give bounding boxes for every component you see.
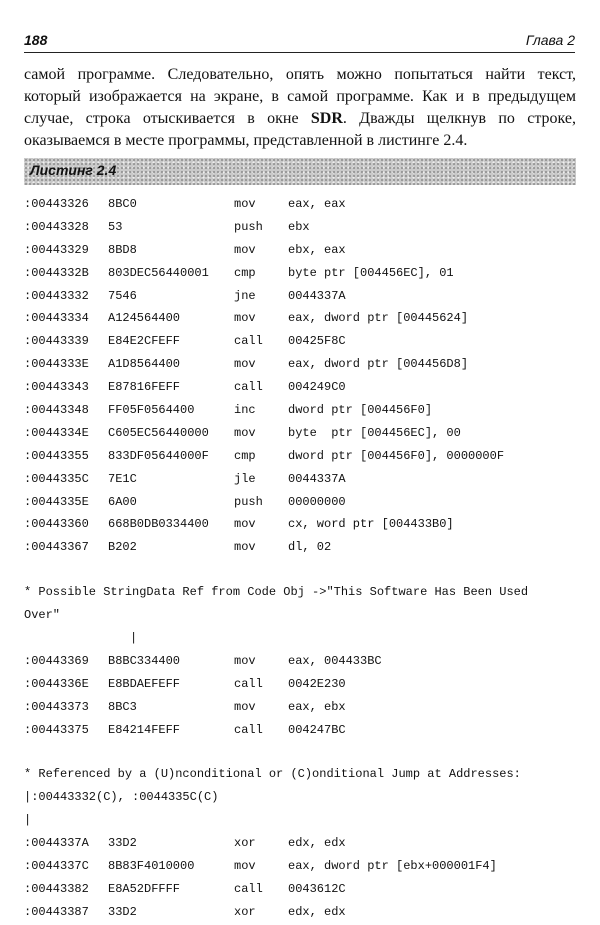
code-bytes: 7E1C	[108, 471, 137, 486]
code-mnemonic: mov	[234, 653, 256, 668]
code-mnemonic: push	[234, 219, 263, 234]
code-bytes: 7546	[108, 288, 137, 303]
paragraph-bold-term: SDR	[310, 110, 343, 127]
comment-line	[24, 582, 576, 605]
code-line	[24, 856, 576, 879]
page-number: 188	[24, 32, 48, 48]
code-operands: eax, 004433BC	[288, 653, 382, 668]
code-operands: eax, ebx	[288, 699, 346, 714]
comment-line	[24, 628, 576, 651]
code-address: :00443369	[24, 653, 89, 668]
code-bytes: 33D2	[108, 836, 137, 851]
comment-bar: |	[130, 631, 138, 646]
code-mnemonic: call	[234, 380, 263, 395]
code-bytes: FF05F0564400	[108, 403, 195, 418]
code-bytes: E84214FEFF	[108, 722, 181, 737]
code-mnemonic: mov	[234, 311, 256, 326]
code-operands: eax, eax	[288, 197, 346, 211]
code-address: :00443355	[24, 448, 89, 463]
code-mnemonic: xor	[234, 836, 256, 851]
code-mnemonic: xor	[234, 904, 256, 919]
code-address: :00443339	[24, 334, 89, 349]
code-bytes: 8BD8	[108, 242, 137, 257]
code-address: :0044337C	[24, 859, 89, 874]
listing-banner	[24, 158, 576, 185]
code-bytes: E8A52DFFFF	[108, 881, 181, 896]
code-bytes: 33D2	[108, 904, 137, 919]
code-line	[24, 720, 576, 743]
code-line	[24, 263, 576, 286]
comment-text: |:00443332(C), :0044335C(C)	[24, 790, 219, 805]
code-bytes: 668B0DB0334400	[108, 517, 209, 532]
code-address: :00443373	[24, 699, 89, 714]
blank-line	[24, 742, 576, 764]
code-operands: 0044337A	[288, 288, 346, 303]
code-mnemonic: mov	[234, 859, 256, 874]
code-address: :00443332	[24, 288, 89, 303]
code-address: :0044335E	[24, 494, 89, 509]
code-line	[24, 833, 576, 856]
code-bytes: 8B83F4010000	[108, 859, 195, 874]
code-address: :0044332B	[24, 265, 89, 280]
code-bytes: 6A00	[108, 494, 137, 509]
blank-line	[24, 560, 576, 582]
code-line	[24, 400, 576, 423]
code-line	[24, 446, 576, 469]
code-operands: 00000000	[288, 494, 346, 509]
code-operands: dword ptr [004456F0]	[288, 403, 433, 418]
code-bytes: 833DF05644000F	[108, 448, 209, 463]
code-line	[24, 879, 576, 902]
code-block-3	[24, 833, 576, 925]
code-bytes: A124564400	[108, 311, 181, 326]
code-line	[24, 674, 576, 697]
code-bytes: C605EC56440000	[108, 425, 209, 440]
code-mnemonic: mov	[234, 197, 256, 211]
code-mnemonic: inc	[234, 403, 256, 418]
code-operands: 004249C0	[288, 380, 346, 395]
code-mnemonic: cmp	[234, 448, 256, 463]
code-bytes: A1D8564400	[108, 357, 181, 372]
code-address: :0044334E	[24, 425, 89, 440]
code-line	[24, 514, 576, 537]
code-address: :00443387	[24, 904, 89, 919]
code-line	[24, 286, 576, 309]
comment-line	[24, 810, 576, 833]
code-mnemonic: jle	[234, 471, 256, 486]
code-operands: eax, dword ptr [004456D8]	[288, 357, 469, 372]
code-mnemonic: jne	[234, 288, 256, 303]
code-address: :00443329	[24, 242, 89, 257]
code-listing	[24, 194, 576, 925]
code-line	[24, 308, 576, 331]
code-bytes: E84E2CFEFF	[108, 334, 181, 349]
paragraph-text-end: . Дважды щелкнув по строке, оказываемся в месте программы, представленной в листинге 2.4.	[24, 110, 576, 149]
code-operands: edx, edx	[288, 836, 346, 851]
code-operands: eax, dword ptr [ebx+000001F4]	[288, 859, 497, 874]
code-mnemonic: mov	[234, 699, 256, 714]
code-bytes: E87816FEFF	[108, 380, 181, 395]
code-mnemonic: push	[234, 494, 263, 509]
code-bytes: B8BC334400	[108, 653, 181, 668]
code-line	[24, 377, 576, 400]
code-operands: byte ptr [004456EC], 00	[288, 425, 461, 440]
code-mnemonic: call	[234, 722, 263, 737]
code-block-2	[24, 651, 576, 743]
code-address: :00443367	[24, 540, 89, 555]
code-line	[24, 651, 576, 674]
code-line	[24, 217, 576, 240]
chapter-title: Глава 2	[525, 32, 575, 48]
code-line	[24, 469, 576, 492]
code-line	[24, 902, 576, 925]
code-address: :00443326	[24, 197, 89, 211]
code-operands: dl, 02	[288, 540, 332, 555]
code-address: :00443328	[24, 219, 89, 234]
code-bytes: E8BDAEFEFF	[108, 676, 181, 691]
comment-text: * Possible StringData Ref from Code Obj ->"This Software Has Been Used	[24, 585, 529, 600]
code-line	[24, 194, 576, 217]
code-operands: dword ptr [004456F0], 0000000F	[288, 448, 505, 463]
code-address: :00443334	[24, 311, 89, 326]
code-operands: eax, dword ptr [00445624]	[288, 311, 469, 326]
code-address: :00443343	[24, 380, 89, 395]
comment-text: Over"	[24, 608, 61, 623]
code-bytes: 53	[108, 219, 123, 234]
code-address: :0044336E	[24, 676, 89, 691]
code-operands: 0042E230	[288, 676, 346, 691]
code-address: :00443382	[24, 881, 89, 896]
code-mnemonic: call	[234, 334, 263, 349]
code-address: :00443360	[24, 517, 89, 532]
code-address: :00443375	[24, 722, 89, 737]
code-mnemonic: mov	[234, 242, 256, 257]
code-bytes: B202	[108, 540, 137, 555]
code-mnemonic: call	[234, 676, 263, 691]
code-mnemonic: mov	[234, 357, 256, 372]
code-operands: 0044337A	[288, 471, 346, 486]
code-operands: 0043612C	[288, 881, 346, 896]
code-address: :0044333E	[24, 357, 89, 372]
comment-line	[24, 787, 576, 810]
code-bytes: 8BC0	[108, 197, 137, 211]
code-operands: byte ptr [004456EC], 01	[288, 265, 454, 280]
code-mnemonic: mov	[234, 517, 256, 532]
code-operands: ebx	[288, 219, 310, 234]
code-address: :0044335C	[24, 471, 89, 486]
code-bytes: 8BC3	[108, 699, 137, 714]
code-line	[24, 331, 576, 354]
code-line	[24, 697, 576, 720]
comment-line	[24, 605, 576, 628]
code-line	[24, 240, 576, 263]
code-operands: ebx, eax	[288, 242, 346, 257]
code-mnemonic: cmp	[234, 265, 256, 280]
listing-title: Листинг 2.4	[30, 162, 117, 178]
code-bytes: 803DEC56440001	[108, 265, 209, 280]
code-mnemonic: mov	[234, 425, 256, 440]
code-line	[24, 492, 576, 515]
comment-line	[24, 764, 576, 787]
code-line	[24, 354, 576, 377]
code-address: :0044337A	[24, 836, 89, 851]
code-block-1	[24, 194, 576, 560]
code-address: :00443348	[24, 403, 89, 418]
code-mnemonic: mov	[234, 540, 256, 555]
code-operands: 00425F8C	[288, 334, 346, 349]
code-mnemonic: call	[234, 881, 263, 896]
code-operands: 004247BC	[288, 722, 346, 737]
code-operands: edx, edx	[288, 904, 346, 919]
comment-text: * Referenced by a (U)nconditional or (C)onditional Jump at Addresses:	[24, 767, 521, 782]
body-paragraph	[24, 64, 576, 152]
paragraph-text-start: самой программе. Следовательно, опять можно попытаться найти текст, который изображается на экране, в самой программе. Как и в предыдущем случае, строка отыскивается в окне	[24, 66, 576, 127]
code-line	[24, 537, 576, 560]
code-operands: cx, word ptr [004433B0]	[288, 517, 454, 532]
page-header	[24, 30, 575, 53]
comment-text: |	[24, 813, 32, 828]
code-line	[24, 423, 576, 446]
